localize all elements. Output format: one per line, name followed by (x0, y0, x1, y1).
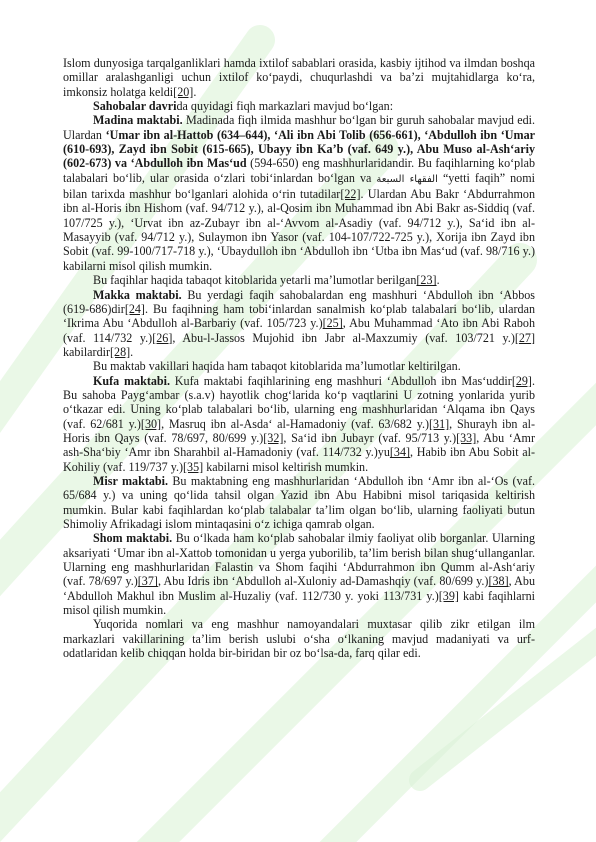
text-run: Yuqorida nomlari va eng mashhur namoyandalari muxtasar qilib zikr etilgan ilm markazlari vakillarining ta’lim berish uslubi o‘sha o‘lkaning mavjud madaniyati va urf-odatlaridan kelib chiqqan holda bir-biridan bir oz bo‘lsa-da, farq qilar edi. (63, 617, 535, 661)
text-run: Bu faqihlar haqida tabaqot kitoblarida yetarli ma’lumotlar berilgan (93, 273, 417, 288)
text-run: , Abu-l-Jassos Mujohid ibn Jabr al-Maxzumiy (vaf. 103/721 y.) (172, 330, 515, 345)
footnote-link[interactable]: [25] (322, 316, 343, 331)
text-run: . (130, 344, 134, 359)
bold-text: Madina maktabi. (93, 113, 183, 128)
bold-text: Shom maktabi. (93, 531, 173, 546)
text-run: kabi faqihlarni misol qilish mumkin. (63, 588, 535, 618)
body-paragraph (63, 474, 535, 531)
footnote-link[interactable]: [20] (173, 84, 194, 99)
text-run: (594-650) eng mashhurlaridandir. Bu faqihlarning ko‘plab talabalari bo‘lib, ular orasida o‘zlari tobi‘inlardan bo‘lgan va (63, 156, 535, 185)
bold-text: Sahobalar davri (93, 99, 177, 114)
body-paragraph (63, 359, 535, 373)
footnote-link[interactable]: [23] (416, 273, 437, 288)
document-page (63, 56, 535, 660)
bold-text: Kufa maktabi. (93, 373, 171, 388)
text-run: , Abu Muhammad ‘Ato ibn Abi Raboh (vaf. 114/732 y.) (63, 316, 536, 345)
bold-text: ‘Umar ibn al-Hattob (634–644), ‘Ali ibn Abi Tolib (656-661), ‘Abdulloh ibn ‘Umar (610-693), Zayd ibn Sobit (615-665), Ubayy ibn Ka’b (vaf. 649 y.), Abu Muso al-Ash‘ariy (602-673) va ‘Abdulloh ibn Mas‘ud (63, 127, 535, 171)
footnote-link[interactable]: [33] (456, 430, 477, 445)
text-run: , Abu ‘Amr ash-Sha‘biy ‘Amr ibn Sharahbil al-Hamadoniy (vaf. 114/732 y.)yu (63, 430, 535, 460)
text-run: Kufa maktabi faqihlarining eng mashhuri ‘Abdulloh ibn Mas‘uddir (170, 373, 512, 388)
text-run: Bu maktabning eng mashhurlaridan ‘Abdulloh ibn ‘Amr ibn al-‘Os (vaf. 65/684 y.) va uning qo‘lida tahsil olgan Yazid ibn Abu Habibni misol tariqasida keltirish mumkin. Bular kabi faqihlardan ko‘plab talabalar ta’lim olgan bo‘lib, ularning faoliyati butun Shimoliy Afrikadagi islom mintaqasini o‘z ichiga qamrab olgan. (63, 473, 535, 531)
text-run: Bu yerdagi faqih sahobalardan eng mashhuri ‘Abdulloh ibn ‘Abbos (619-686)dir (63, 287, 536, 316)
body-paragraph (63, 273, 535, 287)
text-run: “yetti faqih” nomi bilan tarixda mashhur bo‘lganlari alohida o‘rin tutadilar (63, 170, 535, 202)
body-paragraph (63, 374, 535, 474)
text-run: , Habib ibn Abu Sobit al-Kohiliy (vaf. 119/737 y.) (63, 445, 535, 474)
text-run: kabilardir (63, 344, 111, 359)
text-run: kabilarni misol keltirish mumkin. (203, 459, 369, 474)
text-run: , Abu Idris ibn ‘Abdulloh al-Xuloniy ad-Damashqiy (vaf. 80/699 y.) (157, 574, 489, 589)
footnote-link[interactable]: [35] (183, 459, 204, 474)
text-run: Madinada fiqh ilmida mashhur bo‘lgan bir guruh sahobalar mavjud edi. Ulardan (63, 113, 535, 142)
body-paragraph (63, 288, 535, 360)
bold-text: Misr maktabi. (93, 473, 169, 488)
text-run: . (193, 84, 197, 99)
text-run: da quyidagi fiqh markazlari mavjud bo‘lgan: (176, 99, 394, 114)
footnote-link[interactable]: [24] (124, 301, 145, 316)
text-run: Islom dunyosiga tarqalganliklari hamda ixtilof sabablari orasida, kasbiy ijtihod va ilmdan boshqa omillar aralashganligi uchun ixtilof ko‘paydi, chuqurlashdi va ba’zi mujtahidlarga ko‘ra, imkonsiz holatga keldi (63, 56, 535, 99)
footnote-link[interactable]: [38] (488, 574, 509, 589)
body-paragraph (63, 99, 535, 113)
footnote-link[interactable]: [26] (152, 330, 173, 345)
body-paragraph (63, 531, 535, 617)
footnote-link[interactable]: [37] (137, 574, 158, 589)
text-run: . Bu faqihning ham tobi‘inlardan sanalmish ko‘plab talabalari bo‘lib, ulardan ‘Ikrima Abu ‘Abdulloh al-Barbariy (vaf. 105/723 y.) (63, 301, 535, 331)
body-paragraph (63, 113, 535, 273)
text-run: . (436, 273, 440, 288)
text-run: . Ulardan Abu Bakr ‘Abdurrahmon ibn al-Horis ibn Hishom (vaf. 94/712 y.), al-Qosim ibn Muhammad ibn Abi Bakr as-Siddiq (vaf. 107/725 y.), ‘Urvat ibn az-Zubayr ibn al-‘Avvom al-Asadiy (vaf. 94/712 y.), Sa‘id ibn al-Masayyib (vaf. 94/712 y.), Sulaymon ibn Yasor (vaf. 104-107/722-725 y.), Xorija ibn Zayd ibn Sobit (vaf. 99-100/717-718 y.), ‘Ubaydulloh ibn ‘Abdulloh ibn ‘Utba ibn Mas‘ud (vaf. 98/716 y.) kabilarni misol qilish mumkin. (63, 187, 535, 273)
footnote-link[interactable]: [27] (514, 330, 536, 345)
body-paragraph (63, 617, 535, 660)
text-run: Bu maktab vakillari haqida ham tabaqot kitoblarida ma’lumotlar keltirilgan. (93, 359, 461, 374)
footnote-link[interactable]: [39] (438, 588, 459, 603)
text-run: . Bu sahoba Payg‘ambar (s.a.v) hayotlik chog‘larida ko‘p vaqtlarini U zotning yonlarida yurib o‘tkazar edi. Uning ko‘plab talabalari bo‘lib, ularning eng mashhurlaridan ‘Alqama ibn Qays (vaf. 62/681 y.) (63, 373, 535, 431)
text-run: , Masruq ibn al-Asda‘ al-Hamadoniy (vaf. 63/682 y.) (161, 416, 430, 431)
footnote-link[interactable]: [31] (429, 416, 450, 431)
footnote-link[interactable]: [28] (110, 344, 131, 359)
text-run: , Sa‘id ibn Jubayr (vaf. 95/713 y.) (283, 430, 457, 445)
footnote-link[interactable]: [22] (340, 187, 361, 202)
text-run: , Shurayh ibn al-Horis ibn Qays (vaf. 78/697, 80/699 y.) (63, 416, 535, 445)
bold-text: Makka maktabi. (93, 287, 182, 302)
arabic-text: الفقهاء السبعة (376, 173, 438, 185)
text-run: , Abu ‘Abdulloh Makhul ibn Muslim al-Huzaliy (vaf. 112/730 y. yoki 113/731 y.) (63, 574, 535, 603)
footnote-link[interactable]: [30] (140, 416, 162, 431)
body-paragraph (63, 56, 535, 99)
footnote-link[interactable]: [34] (389, 445, 411, 460)
footnote-link[interactable]: [32] (263, 430, 284, 445)
text-run: Bu o‘lkada ham ko‘plab sahobalar ilmiy faoliyat olib borganlar. Ularning aksariyati ‘Umar ibn al-Xattob tomonidan u yerga yuborilib, ta’lim berish bilan shug‘ullanganlar. Ularning eng mashhurlaridan Falastin va Shom faqihi ‘Abdurrahmon ibn Qumm al-Ash‘ariy (vaf. 78/697 y.) (63, 531, 535, 589)
footnote-link[interactable]: [29] (511, 373, 532, 388)
